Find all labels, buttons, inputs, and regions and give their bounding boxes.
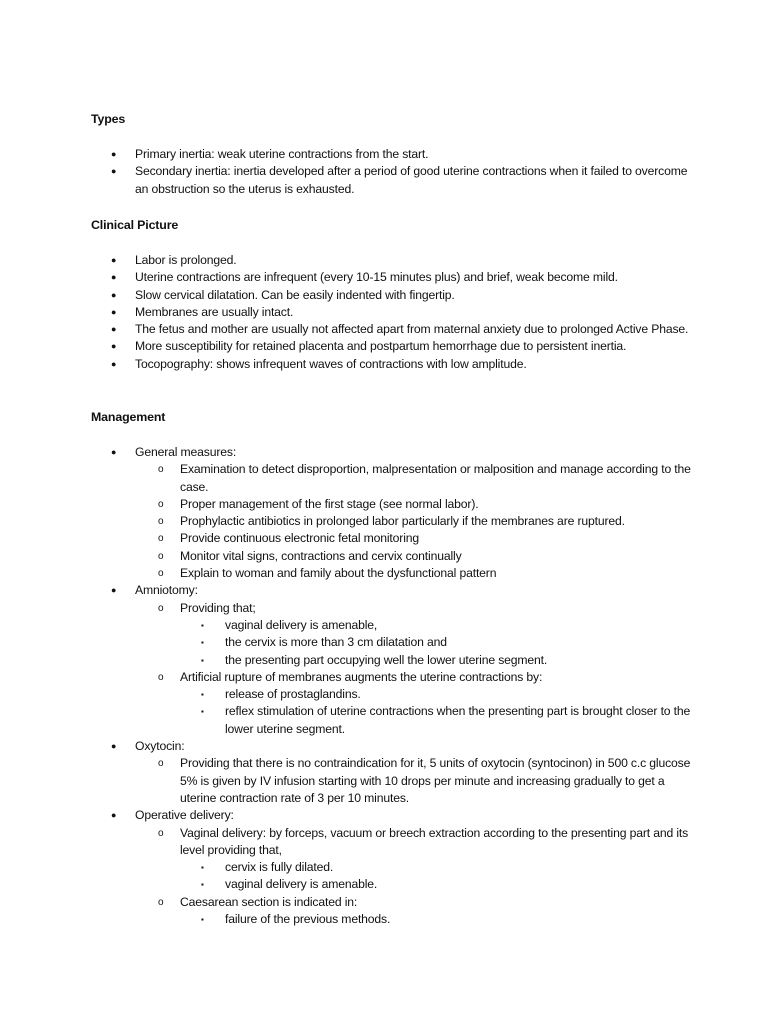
list-item: o Vaginal delivery: by forceps, vacuum or breech extraction according to the presenting part and its level providing that, ▪ cervix is fully dilated. ▪ vaginal delivery is amenable. <box>135 825 691 894</box>
circle-bullet-icon: o <box>158 498 164 510</box>
list-item: ▪ failure of the previous methods. <box>180 911 691 928</box>
bullet-icon: ● <box>111 810 117 821</box>
bullet-icon: ● <box>111 324 117 335</box>
rupture-list <box>180 686 691 738</box>
list-item: ● Slow cervical dilatation. Can be easily indented with fingertip. <box>91 287 691 304</box>
list-item: ● Labor is prolonged. <box>91 252 691 269</box>
caesarean-list <box>180 911 691 928</box>
clinical-list <box>91 252 691 373</box>
list-item: o Explain to woman and family about the dysfunctional pattern <box>135 565 691 582</box>
list-item: o Provide continuous electronic fetal monitoring <box>135 530 691 547</box>
circle-bullet-icon: o <box>158 827 164 839</box>
amniotomy-list <box>135 600 691 738</box>
list-item: ▪ vaginal delivery is amenable. <box>180 876 691 893</box>
bullet-icon: ● <box>111 255 117 265</box>
list-item: o Prophylactic antibiotics in prolonged labor particularly if the membranes are ruptured. <box>135 513 691 530</box>
square-bullet-icon: ▪ <box>201 638 204 648</box>
bullet-icon: ● <box>111 341 117 352</box>
list-item: o Monitor vital signs, contractions and cervix continually <box>135 548 691 565</box>
management-list <box>91 444 691 928</box>
list-item: ● Membranes are usually intact. <box>91 304 691 321</box>
list-item: ● Tocopography: shows infrequent waves of contractions with low amplitude. <box>91 356 691 373</box>
list-item: ▪ release of prostaglandins. <box>180 686 691 703</box>
bullet-icon: ● <box>111 447 117 457</box>
square-bullet-icon: ▪ <box>201 690 204 700</box>
list-item: o Caesarean section is indicated in: ▪ failure of the previous methods. <box>135 894 691 929</box>
square-bullet-icon: ▪ <box>201 880 204 890</box>
general-measures-list <box>135 461 691 582</box>
square-bullet-icon: ▪ <box>201 915 204 925</box>
clinical-section <box>91 216 691 373</box>
bullet-icon: ● <box>111 306 117 317</box>
circle-bullet-icon: o <box>158 758 164 770</box>
types-list <box>91 146 691 198</box>
types-section <box>91 110 691 198</box>
management-heading: Management <box>91 410 166 424</box>
list-item: ● The fetus and mother are usually not affected apart from maternal anxiety due to prolonged Active Phase. <box>91 321 691 338</box>
bullet-icon: ● <box>111 272 117 283</box>
circle-bullet-icon: o <box>158 568 164 580</box>
vaginal-delivery-list <box>180 859 691 894</box>
bullet-icon: ● <box>111 358 117 369</box>
list-item-amniotomy: ● Amniotomy: o Providing that; ▪ vaginal delivery is amenable, ▪ the cervix is more than 3 cm dilatation and ▪ the presenting part occupying well the lower uterine segment. o Artificial rupture of membranes augments the uterine contractions by: ▪ release of prostaglandins. ▪ reflex stimulation of uterine contractions when the presenting part is brought closer to the lower uterine segment. <box>91 582 691 738</box>
clinical-heading: Clinical Picture <box>91 218 179 232</box>
list-item: ● Uterine contractions are infrequent (every 10-15 minutes plus) and brief, weak become mild. <box>91 269 691 286</box>
circle-bullet-icon: o <box>158 464 164 476</box>
list-item: ▪ vaginal delivery is amenable, <box>180 617 691 634</box>
list-item-operative-delivery: ● Operative delivery: o Vaginal delivery: by forceps, vacuum or breech extraction according to the presenting part and its level providing that, ▪ cervix is fully dilated. ▪ vaginal delivery is amenable. o Caesarean section is indicated in: ▪ failure of the previous methods. <box>91 807 691 928</box>
providing-list <box>180 617 691 669</box>
list-item: ● Secondary inertia: inertia developed after a period of good uterine contractions when it failed to overcome an obstruction so the uterus is exhausted. <box>111 164 688 196</box>
circle-bullet-icon: o <box>158 671 164 683</box>
list-item: o Providing that; ▪ vaginal delivery is amenable, ▪ the cervix is more than 3 cm dilatation and ▪ the presenting part occupying well the lower uterine segment. <box>135 600 691 669</box>
circle-bullet-icon: o <box>158 516 164 528</box>
list-item: o Providing that there is no contraindication for it, 5 units of oxytocin (syntocinon) in 500 c.c glucose 5% is given by IV infusion starting with 10 drops per minute and increasing gradually to get a uterine contraction rate of 3 per 10 minutes. <box>158 756 691 805</box>
oxytocin-list <box>135 755 691 807</box>
circle-bullet-icon: o <box>158 550 164 562</box>
square-bullet-icon: ▪ <box>201 863 204 873</box>
list-item-oxytocin: ● Oxytocin: o Providing that there is no contraindication for it, 5 units of oxytocin (syntocinon) in 500 c.c glucose 5% is given by IV infusion starting with 10 drops per minute and increasing gradually to get a uterine contraction rate of 3 per 10 minutes. <box>91 738 691 807</box>
circle-bullet-icon: o <box>158 602 164 614</box>
square-bullet-icon: ▪ <box>201 620 204 630</box>
list-item: ▪ the cervix is more than 3 cm dilatation and <box>180 634 691 651</box>
circle-bullet-icon: o <box>158 896 164 908</box>
list-item: o Examination to detect disproportion, malpresentation or malposition and manage according to the case. <box>158 462 691 494</box>
list-item: ▪ reflex stimulation of uterine contractions when the presenting part is brought closer to the lower uterine segment. <box>201 704 691 736</box>
list-item: ● Primary inertia: weak uterine contractions from the start. <box>91 146 691 163</box>
bullet-icon: ● <box>111 166 117 177</box>
list-item: ▪ cervix is fully dilated. <box>180 859 691 876</box>
operative-list <box>135 825 691 929</box>
list-item-general-measures: ● General measures: o Examination to detect disproportion, malpresentation or malposition and manage according to the case. o Proper management of the first stage (see normal labor). o Prophylactic antibiotics in prolonged labor particularly if the membranes are ruptured. o Provide continuous electronic fetal monitoring o Monitor vital signs, contractions and cervix continually o Explain to woman and family about the dysfunctional pattern <box>91 444 691 582</box>
square-bullet-icon: ▪ <box>201 707 204 717</box>
list-item: ▪ the presenting part occupying well the lower uterine segment. <box>180 652 691 669</box>
types-heading: Types <box>91 112 126 126</box>
management-section <box>91 408 691 928</box>
bullet-icon: ● <box>111 149 117 159</box>
list-item: o Proper management of the first stage (see normal labor). <box>135 496 691 513</box>
square-bullet-icon: ▪ <box>201 655 204 665</box>
bullet-icon: ● <box>111 289 117 300</box>
list-item: o Artificial rupture of membranes augments the uterine contractions by: ▪ release of prostaglandins. ▪ reflex stimulation of uterine contractions when the presenting part is brought closer to the lower uterine segment. <box>135 669 691 738</box>
circle-bullet-icon: o <box>158 533 164 545</box>
bullet-icon: ● <box>111 741 117 752</box>
list-item: ● More susceptibility for retained placenta and postpartum hemorrhage due to persistent inertia. <box>91 338 691 355</box>
bullet-icon: ● <box>111 585 117 596</box>
